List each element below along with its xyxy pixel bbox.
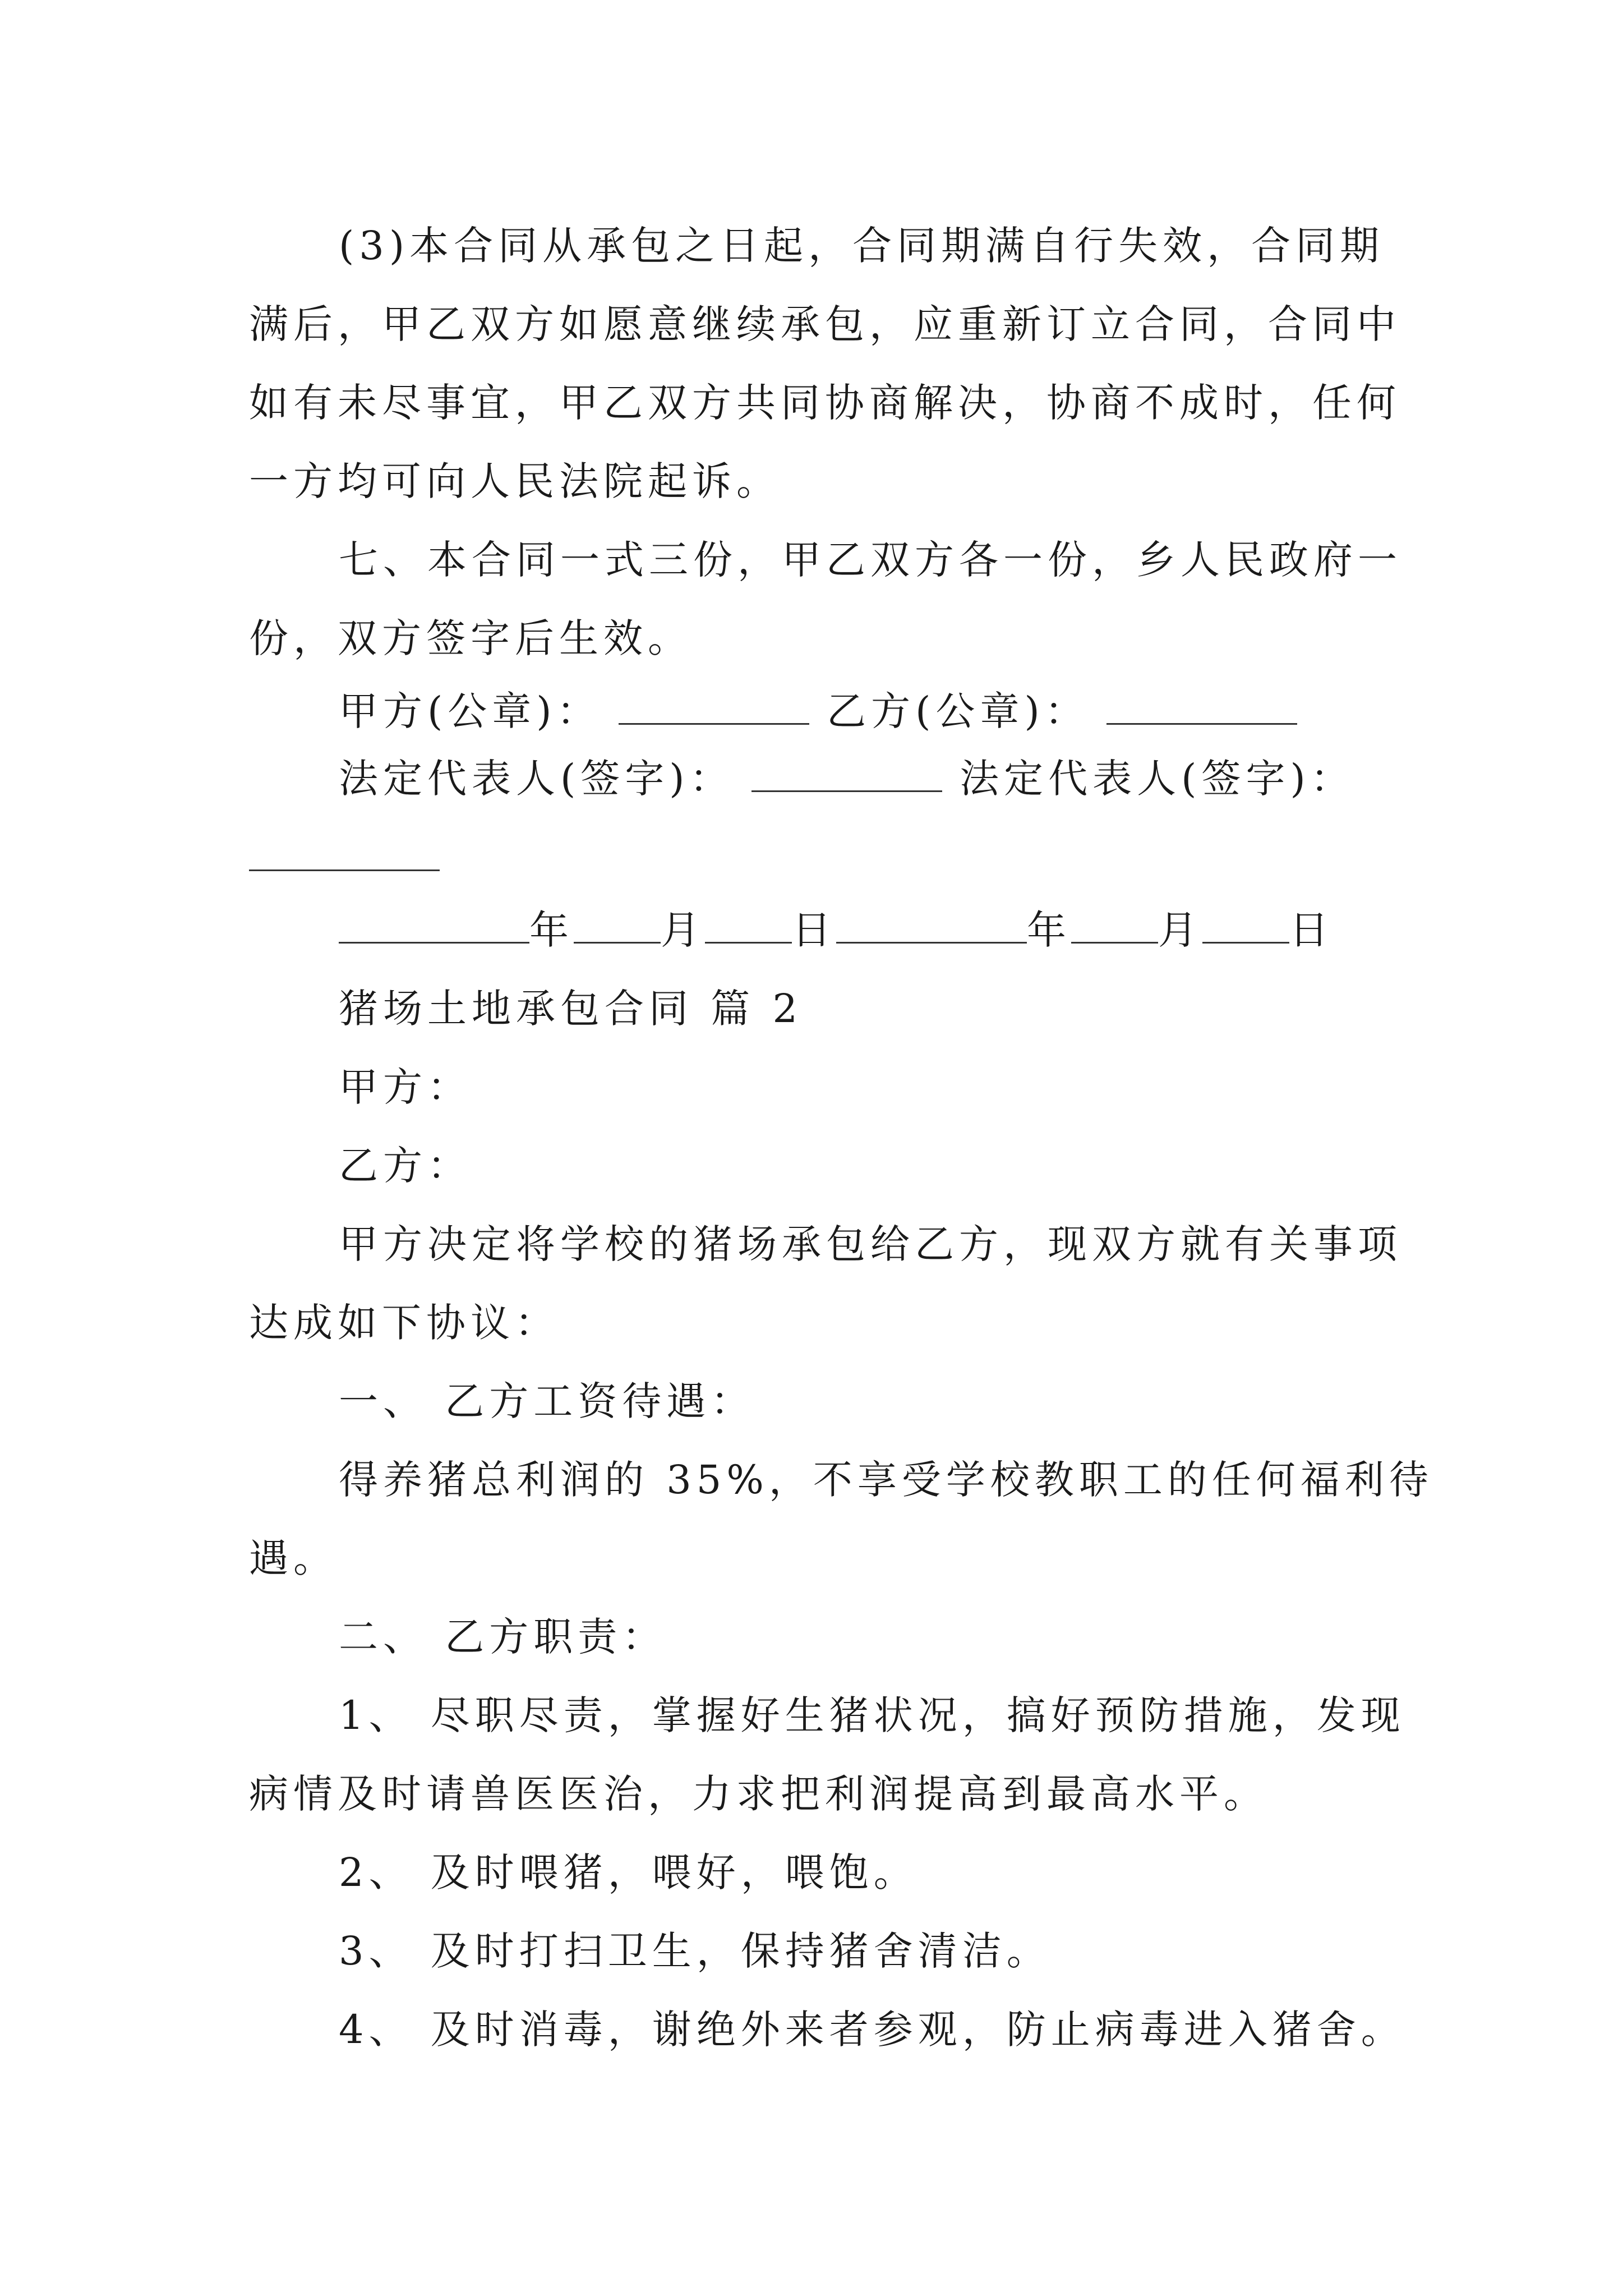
month-label: 月 bbox=[1158, 907, 1202, 953]
paragraph-line: (3)本合同从承包之日起，合同期满自行失效，合同期 bbox=[339, 223, 1385, 269]
year-label: 年 bbox=[1027, 907, 1071, 953]
section-heading: 二、 乙方职责： bbox=[339, 1614, 667, 1660]
paragraph-line: 满后，甲乙双方如愿意继续承包，应重新订立合同，合同中 bbox=[249, 301, 1401, 347]
party-b-seal-label: 乙方(公章)： bbox=[827, 688, 1089, 734]
signature-line-representative bbox=[339, 751, 1355, 807]
paragraph-line: 份，双方签字后生效。 bbox=[249, 615, 692, 661]
paragraph-line: 甲方决定将学校的猪场承包给乙方，现双方就有关事项 bbox=[339, 1221, 1402, 1267]
party-b-rep-label: 法定代表人(签字)： bbox=[960, 756, 1355, 802]
party-b-line: 乙方： bbox=[339, 1143, 472, 1189]
month-blank-a bbox=[574, 908, 661, 944]
day-blank-b bbox=[1202, 908, 1289, 944]
party-a-line: 甲方： bbox=[339, 1064, 472, 1110]
year-blank-b bbox=[836, 908, 1027, 944]
year-blank-a bbox=[339, 908, 529, 944]
month-label: 月 bbox=[661, 907, 705, 953]
list-item: 4、 及时消毒，谢绝外来者参观，防止病毒进入猪舍。 bbox=[339, 2007, 1405, 2053]
paragraph-line: 得养猪总利润的 35%，不享受学校教职工的任何福利待 bbox=[339, 1457, 1433, 1503]
party-a-rep-label: 法定代表人(签字)： bbox=[339, 756, 734, 802]
party-a-seal-blank bbox=[619, 689, 809, 725]
party-a-rep-blank bbox=[751, 757, 942, 792]
month-blank-b bbox=[1071, 908, 1158, 944]
list-item-continuation: 病情及时请兽医医治，力求把利润提高到最高水平。 bbox=[249, 1771, 1268, 1817]
paragraph-line: 一方均可向人民法院起诉。 bbox=[249, 458, 781, 504]
day-blank-a bbox=[705, 908, 792, 944]
paragraph-line: 如有未尽事宜，甲乙双方共同协商解决，协商不成时，任何 bbox=[249, 380, 1401, 426]
list-item: 3、 及时打扫卫生，保持猪舍清洁。 bbox=[339, 1928, 1051, 1974]
paragraph-line: 遇。 bbox=[249, 1535, 338, 1581]
paragraph-line: 达成如下协议： bbox=[249, 1300, 559, 1346]
date-line bbox=[339, 902, 1334, 958]
section-heading: 一、 乙方工资待遇： bbox=[339, 1378, 755, 1424]
list-item: 1、 尽职尽责，掌握好生猪状况，搞好预防措施，发现 bbox=[339, 1692, 1405, 1738]
party-a-seal-label: 甲方(公章)： bbox=[339, 688, 601, 734]
signature-line-seal bbox=[339, 683, 1297, 739]
day-label: 日 bbox=[792, 907, 836, 953]
list-item: 2、 及时喂猪，喂好，喂饱。 bbox=[339, 1849, 918, 1895]
section-title: 猪场土地承包合同 篇 2 bbox=[339, 986, 803, 1032]
party-b-rep-blank bbox=[249, 869, 440, 871]
day-label: 日 bbox=[1289, 907, 1334, 953]
paragraph-line: 七、本合同一式三份，甲乙双方各一份，乡人民政府一 bbox=[339, 537, 1402, 583]
year-label: 年 bbox=[529, 907, 574, 953]
party-b-seal-blank bbox=[1106, 689, 1297, 725]
